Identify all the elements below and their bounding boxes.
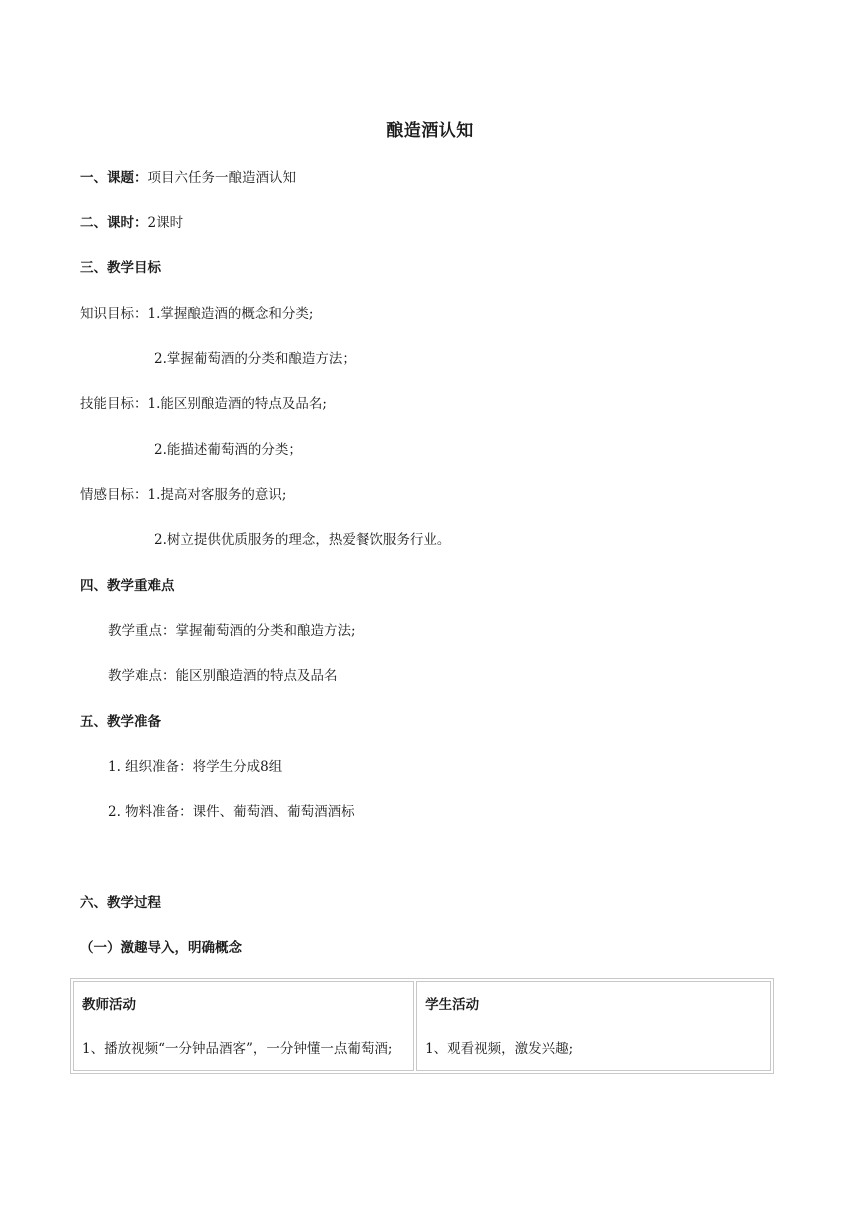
- document-title: 酿造酒认知: [386, 121, 474, 141]
- objectives-heading: 三、教学目标: [80, 260, 161, 276]
- emotion-objective-1: [80, 485, 286, 505]
- key-points-heading: 四、教学重难点: [80, 578, 175, 594]
- skill-label: 技能目标：: [80, 396, 148, 412]
- teaching-focus: 教学重点：掌握葡萄酒的分类和酿造方法;: [108, 623, 356, 639]
- activity-table: [70, 978, 774, 1074]
- preparation-heading: 五、教学准备: [80, 714, 161, 730]
- topic-line: [80, 168, 296, 188]
- skill-objective-2: 2.能描述葡萄酒的分类；: [154, 442, 302, 458]
- emotion-item: 1.提高对客服务的意识;: [147, 487, 287, 503]
- process-subheading: （一）激趣导入，明确概念: [80, 940, 242, 956]
- emotion-label: 情感目标：: [80, 487, 148, 503]
- teacher-activity-text: 1、播放视频“一分钟品酒客”，一分钟懂一点葡萄酒;: [82, 1041, 393, 1057]
- topic-label: 一、课题：: [80, 170, 148, 186]
- skill-item: 1.能区别酿造酒的特点及品名;: [147, 396, 327, 412]
- preparation-item-2: 2. 物料准备：课件、葡萄酒、葡萄酒酒标: [108, 804, 355, 820]
- emotion-objective-2: 2.树立提供优质服务的理念，热爱餐饮服务行业。: [154, 532, 451, 548]
- knowledge-objective-2: 2.掌握葡萄酒的分类和酿造方法；: [154, 351, 356, 367]
- teaching-difficulty: 教学难点：能区别酿造酒的特点及品名: [108, 668, 338, 684]
- teacher-activity-header: 教师活动: [82, 997, 136, 1013]
- preparation-item-1: 1. 组织准备：将学生分成8组: [108, 759, 283, 775]
- skill-objective-1: [80, 394, 327, 414]
- knowledge-objective-1: [80, 304, 313, 324]
- hours-line: [80, 213, 183, 233]
- process-heading: 六、教学过程: [80, 895, 161, 911]
- hours-label: 二、课时：: [80, 215, 148, 231]
- teacher-activity-cell: [73, 981, 414, 1071]
- hours-value: 2课时: [147, 215, 184, 231]
- topic-value: 项目六任务一酿造酒认知: [147, 170, 296, 186]
- student-activity-cell: [416, 981, 771, 1071]
- student-activity-header: 学生活动: [425, 997, 480, 1013]
- table-row: [73, 981, 771, 1071]
- student-activity-text: 1、观看视频，激发兴趣;: [425, 1041, 574, 1057]
- knowledge-label: 知识目标：: [80, 306, 148, 322]
- knowledge-item: 1.掌握酿造酒的概念和分类;: [147, 306, 314, 322]
